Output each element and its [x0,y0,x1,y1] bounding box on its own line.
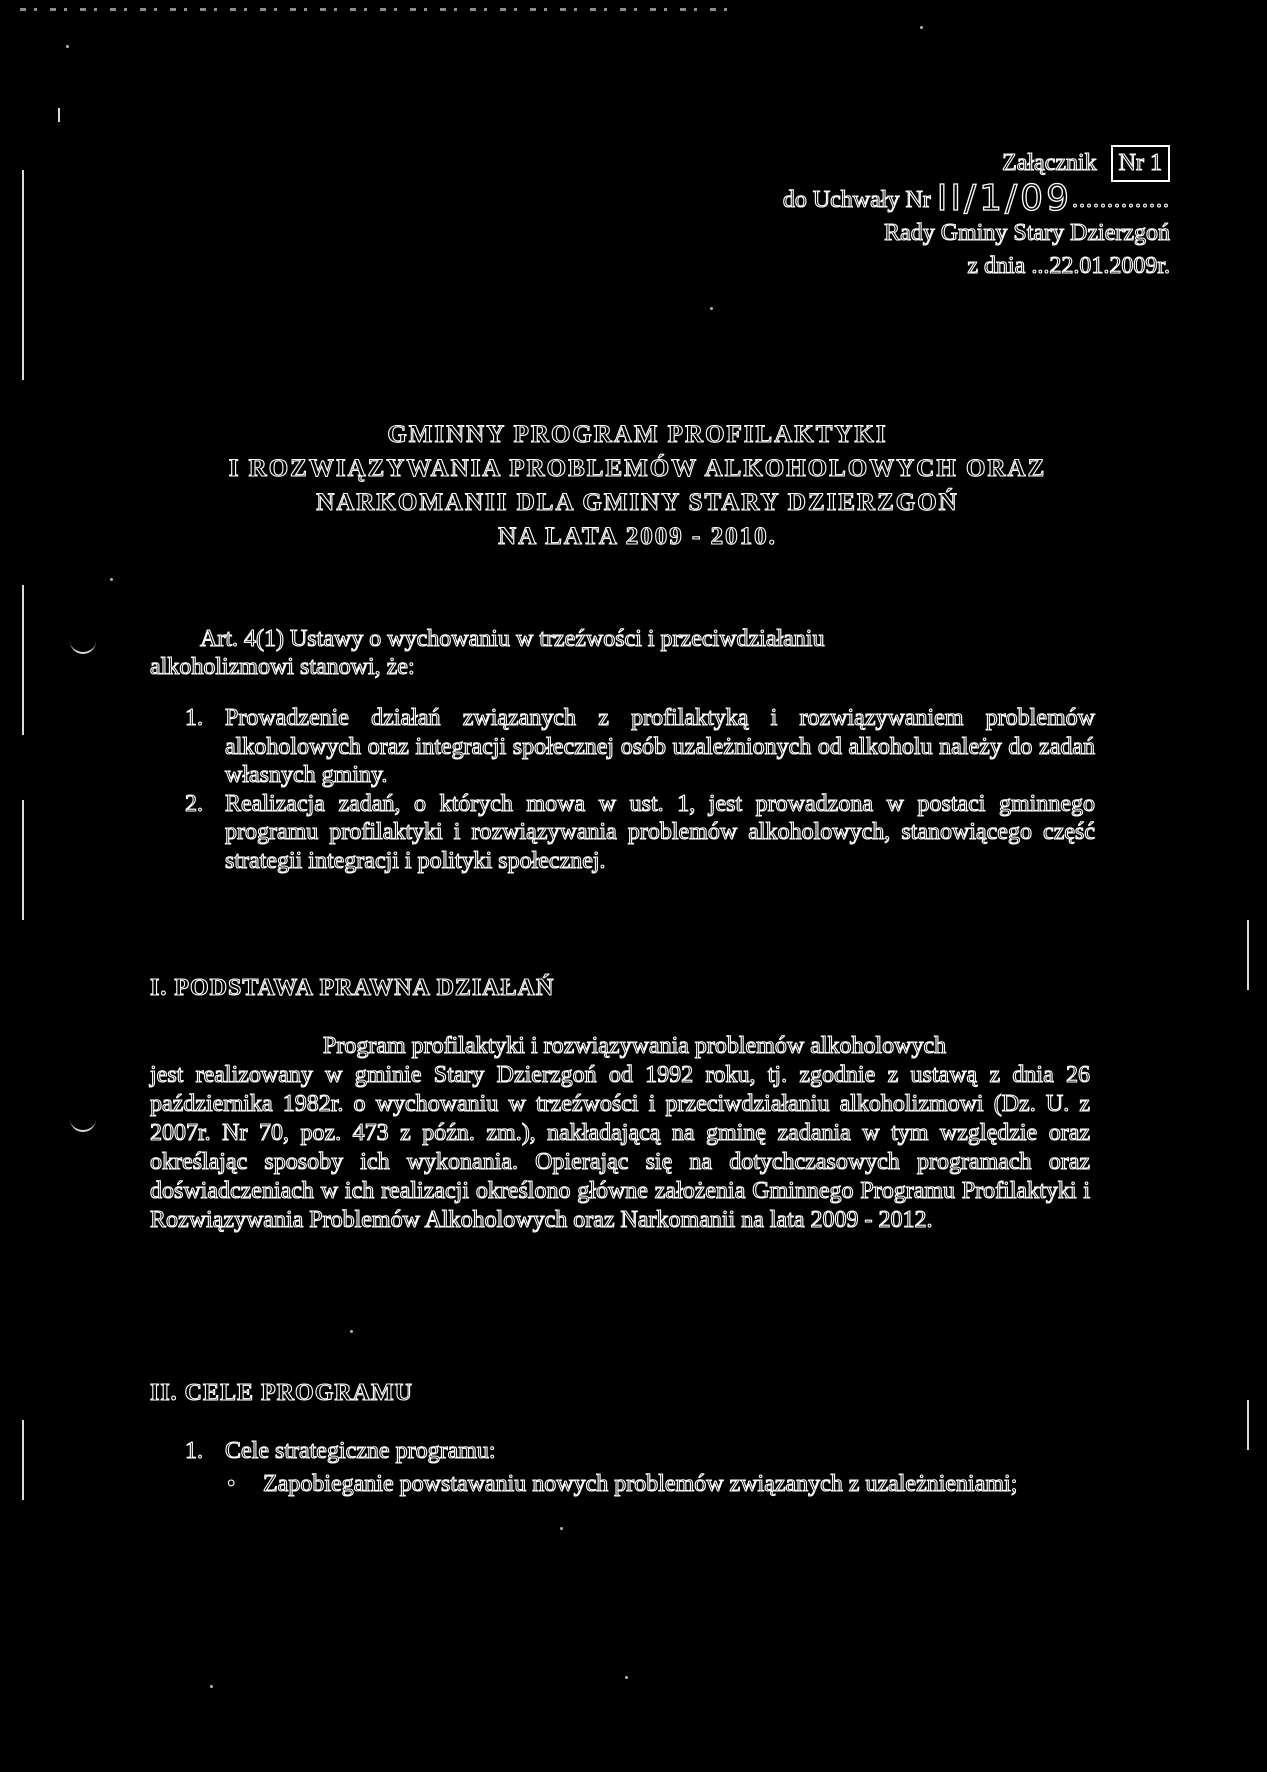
scan-edge-mark [1247,1400,1249,1450]
scan-speck [710,307,713,310]
item-text: Prowadzenie działań związanych z profilaktyką i rozwiązywaniem problemów alkoholowych oraz integracji społecznej osób uzależnionych od alkoholu należy do zadań własnych gminy. [225,705,1095,788]
bullet-icon: • [227,1471,236,1497]
list-item [185,704,1095,790]
scan-curl-mark [70,1118,96,1132]
bullet-text: Zapobieganie powstawaniu nowych problemów związanych z uzależnieniami; [263,1471,1018,1497]
attachment-number: Nr 1 [1111,145,1170,182]
scan-edge-mark [22,170,24,380]
scan-edge-mark [1247,920,1249,990]
date-line: z dnia ...22.01.2009r. [967,253,1170,279]
paragraph-first-line: Program profilaktyki i rozwiązywania problemów alkoholowych [323,1033,947,1059]
item-number: 1. [185,705,203,731]
list-item [225,1470,1085,1499]
item-number: 2. [185,790,203,817]
intro-line-2: alkoholizmowi stanowi, że: [150,654,415,680]
scan-edge-mark [22,585,24,735]
item-text: Realizacja zadań, o których mowa w ust. 1, jest prowadzona w postaci gminnego programu profilaktyki i rozwiązywania problemów alkoholowych, stanowiącego część strategii integracji i polityki społecznej. [225,790,1095,874]
document-title [150,418,1125,554]
scan-curl-mark [70,640,96,654]
title-line-2: I ROZWIĄZYWANIA PROBLEMÓW ALKOHOLOWYCH ORAZ [228,455,1047,482]
legal-basis-paragraph [150,1032,1090,1235]
scan-speck [920,26,923,29]
section-heading-legal-basis: I. PODSTAWA PRAWNA DZIAŁAŃ [150,975,555,1001]
goals-bullet-list [225,1470,1085,1499]
goal-text: Cele strategiczne programu: [225,1438,496,1464]
goal-number: 1. [185,1438,203,1464]
section-heading-program-goals: II. CELE PROGRAMU [150,1380,414,1406]
goals-block [185,1437,1085,1499]
attachment-label: Załącznik [1002,150,1097,176]
resolution-prefix: do Uchwały Nr [782,187,931,213]
strategic-goals-line [185,1437,1085,1466]
paragraph-body: jest realizowany w gminie Stary Dzierzgoń od 1992 roku, tj. zgodnie z ustawą z dnia 26 października 1982r. o wychowaniu w trzeźwości i przeciwdziałaniu alkoholizmowi (Dz. U. z 2007r. Nr 70, poz. 473 z późn. zm.), nakładającą na gminę zadania w tym względzie oraz określając sposoby ich wykonania. Opierając się na dotychczasowych programach oraz doświadczeniach w ich realizacji określono główne założenia Gminnego Programu Profilaktyki i Rozwiązywania Problemów Alkoholowych oraz Narkomanii na lata 2009 - 2012. [150,1062,1090,1233]
scan-speck [66,45,69,48]
intro-line-1: Art. 4(1) Ustawy o wychowaniu w trzeźwości i przeciwdziałaniu [200,626,825,652]
scan-speck [350,1330,353,1333]
scan-edge-mark [22,800,24,920]
intro-paragraph [150,625,1030,681]
law-items-list [185,704,1095,875]
attachment-line [783,145,1170,182]
resolution-number: II/1/09 [936,178,1072,219]
resolution-line: do Uchwały Nr II/1/09.............. [782,178,1170,219]
scan-edge-mark [58,108,60,122]
scan-speck [210,1685,213,1688]
scan-noise-line [20,8,740,11]
scan-speck [625,1676,628,1679]
scan-speck [110,578,113,581]
title-line-1: GMINNY PROGRAM PROFILAKTYKI [387,421,888,448]
list-item [185,790,1095,876]
document-header [783,145,1170,283]
scan-edge-mark [22,1420,24,1500]
title-line-4: NA LATA 2009 - 2010. [498,523,777,550]
title-line-3: NARKOMANII DLA GMINY STARY DZIERZGOŃ [316,489,959,516]
scan-speck [560,1527,563,1530]
council-name: Rady Gminy Stary Dzierzgoń [884,220,1170,246]
